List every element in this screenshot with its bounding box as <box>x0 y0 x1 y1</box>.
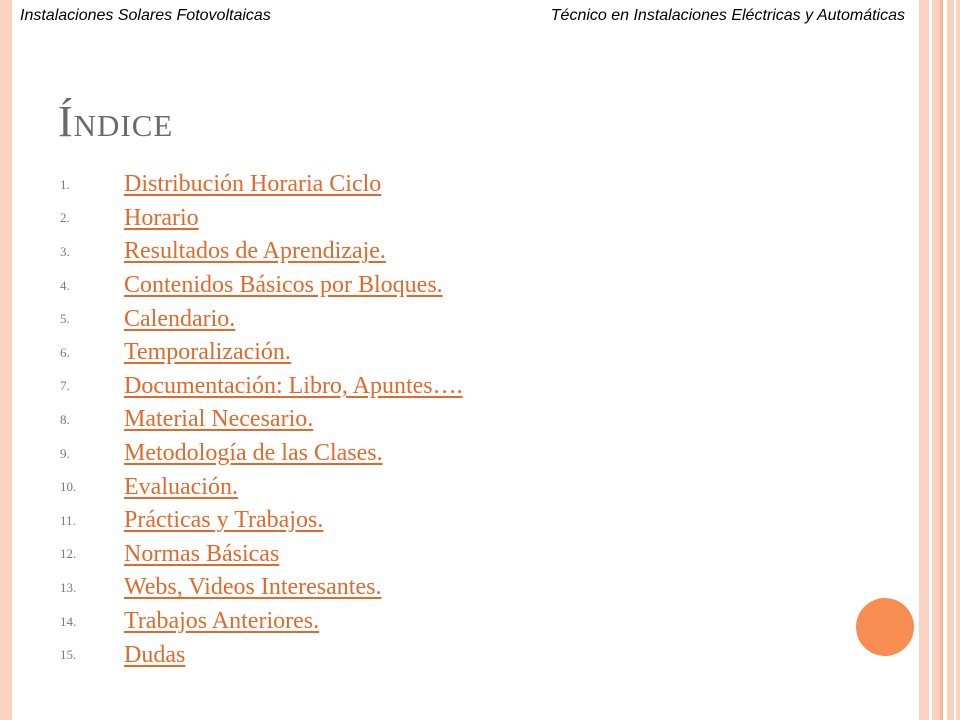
toc-item-number: 5. <box>60 311 70 327</box>
header-program-name: Técnico en Instalaciones Eléctricas y Automáticas <box>550 7 905 24</box>
toc-item-number: 11. <box>60 512 76 528</box>
toc-link-temporalizacion[interactable]: Temporalización. <box>124 339 291 366</box>
toc-item-number: 3. <box>60 243 70 259</box>
toc-item-number: 1. <box>60 176 70 192</box>
toc-item <box>60 538 463 572</box>
toc-item-number: 6. <box>60 344 70 360</box>
toc-item <box>60 336 463 370</box>
toc-item <box>60 403 463 437</box>
table-of-contents <box>60 168 463 672</box>
toc-link-normas-basicas[interactable]: Normas Básicas <box>124 540 280 567</box>
toc-link-distribucion-horaria[interactable]: Distribución Horaria Ciclo <box>124 171 382 198</box>
toc-link-webs-videos[interactable]: Webs, Videos Interesantes. <box>124 574 382 601</box>
toc-item <box>60 269 463 303</box>
toc-item <box>60 302 463 336</box>
decorative-orange-circle <box>856 598 914 656</box>
toc-item-number: 8. <box>60 411 70 427</box>
toc-item-number: 14. <box>60 613 77 629</box>
toc-link-contenidos-basicos[interactable]: Contenidos Básicos por Bloques. <box>124 272 443 299</box>
toc-link-material-necesario[interactable]: Material Necesario. <box>124 406 314 433</box>
toc-item <box>60 437 463 471</box>
toc-item-number: 2. <box>60 210 70 226</box>
toc-link-trabajos-anteriores[interactable]: Trabajos Anteriores. <box>124 608 320 635</box>
toc-item-number: 12. <box>60 546 77 562</box>
left-border-decoration <box>0 0 12 720</box>
toc-item <box>60 605 463 639</box>
header-course-name: Instalaciones Solares Fotovoltaicas <box>20 7 271 24</box>
toc-link-documentacion[interactable]: Documentación: Libro, Apuntes…. <box>124 372 463 399</box>
toc-link-practicas-trabajos[interactable]: Prácticas y Trabajos. <box>124 507 324 534</box>
toc-link-metodologia[interactable]: Metodología de las Clases. <box>124 440 383 467</box>
toc-link-calendario[interactable]: Calendario. <box>124 305 236 332</box>
toc-link-evaluacion[interactable]: Evaluación. <box>124 473 238 500</box>
toc-item <box>60 504 463 538</box>
toc-link-resultados-aprendizaje[interactable]: Resultados de Aprendizaje. <box>124 238 386 265</box>
toc-link-dudas[interactable]: Dudas <box>124 641 186 668</box>
toc-link-horario[interactable]: Horario <box>124 204 199 231</box>
right-stripes-decoration <box>919 0 960 720</box>
toc-item <box>60 202 463 236</box>
page-title: Índice <box>58 97 174 146</box>
toc-item-number: 13. <box>60 579 77 595</box>
toc-item <box>60 571 463 605</box>
toc-item <box>60 470 463 504</box>
toc-item <box>60 370 463 404</box>
toc-item-number: 7. <box>60 378 70 394</box>
toc-item-number: 9. <box>60 445 70 461</box>
toc-item-number: 10. <box>60 479 77 495</box>
toc-item <box>60 168 463 202</box>
toc-item <box>60 235 463 269</box>
toc-item-number: 15. <box>60 647 77 663</box>
toc-item-number: 4. <box>60 277 70 293</box>
toc-item <box>60 638 463 672</box>
